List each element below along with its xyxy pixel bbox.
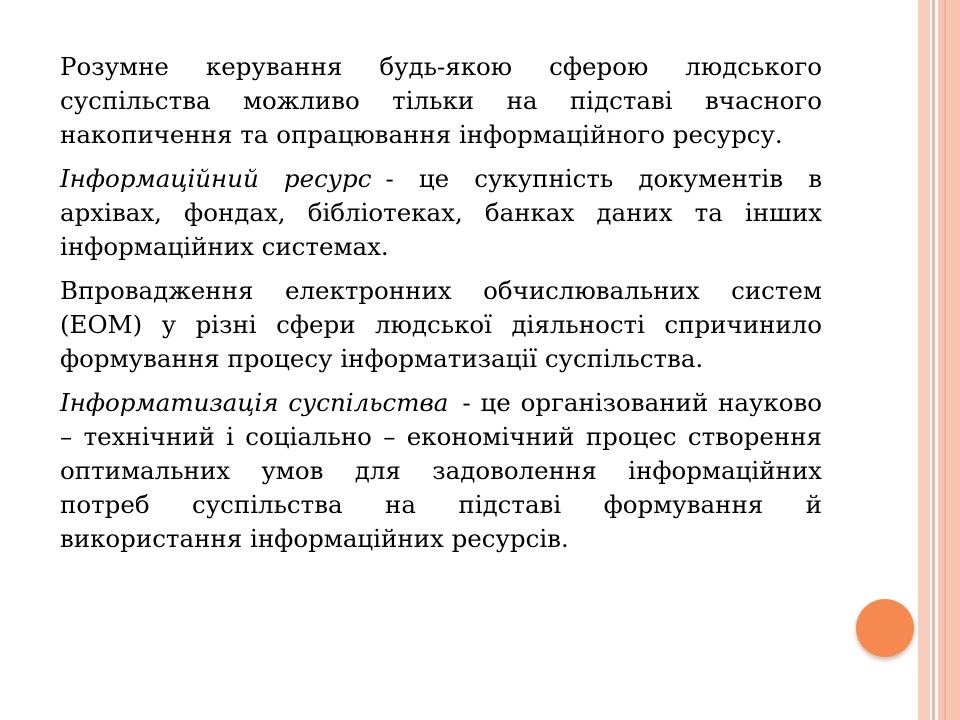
definition-text: - це організований науково – технічний і соціально – економічний процес створення оптимальних умов для задоволення інформаційних потреб суспільства на підставі формування й використання інформаційних ресурсів. [60, 388, 822, 553]
term-information-resource: Інформаційний ресурс [60, 164, 372, 193]
paragraph-intro [60, 50, 822, 152]
decorative-circle [856, 599, 914, 657]
paragraph-computerization [60, 274, 822, 376]
decorative-stripe [944, 0, 946, 720]
paragraph-definition-information-resource [60, 162, 822, 264]
paragraph-text: Впровадження електронних обчислювальних систем (ЕОМ) у різні сфери людської діяльності спричинило формування процесу інформатизації суспільства. [60, 276, 822, 373]
decorative-stripe [932, 0, 935, 720]
term-informatization: Інформатизація суспільства [60, 388, 449, 417]
paragraph-text: Розумне керування будь-якою сферою людського суспільства можливо тільки на підставі вчасного накопичення та опрацювання інформаційного ресурсу. [60, 52, 822, 149]
decorative-stripe [938, 0, 960, 720]
definition-text: - це сукупність документів в архівах, фондах, бібліотеках, банках даних та інших інформаційних системах. [60, 164, 822, 261]
paragraph-definition-informatization [60, 386, 822, 556]
slide-body [60, 50, 822, 566]
decorative-stripe [918, 0, 930, 720]
